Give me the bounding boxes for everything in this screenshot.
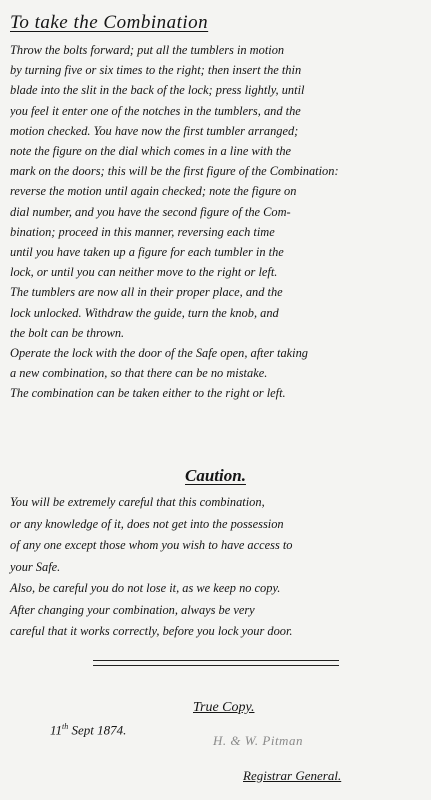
caution-block [10,492,422,643]
caution-line: of any one except those whom you wish to have access to [10,538,293,552]
caution-line: your Safe. [10,559,61,574]
divider-rule [93,665,339,666]
instruction-line: reverse the motion until again checked; note the figure on [10,184,297,199]
instruction-line: lock, or until you can neither move to the right or left. [10,265,278,280]
instructions-block [10,40,422,404]
caution-line: Also, be careful you do not lose it, as we keep no copy. [10,581,281,595]
document-heading: To take the Combination [10,12,209,33]
caution-line: After changing your combination, always be very [10,602,255,617]
caution-heading: Caution. [185,466,246,485]
date-suffix: th [62,722,69,731]
instruction-line: Operate the lock with the door of the Safe open, after taking [10,346,309,361]
registrar-title: Registrar General. [243,768,342,783]
document-date [50,722,126,738]
caution-line: You will be extremely careful that this combination, [10,495,265,509]
caution-line: or any knowledge of it, does not get into the possession [10,516,284,531]
date-day: 11 [50,722,63,738]
instruction-line: dial number, and you have the second figure of the Com- [10,204,291,219]
instruction-line: The tumblers are now all in their proper place, and the [10,285,283,300]
instruction-line: you feel it enter one of the notches in the tumblers, and the [10,103,301,118]
instruction-line: by turning five or six times to the right; then insert the thin [10,63,302,78]
instruction-line: the bolt can be thrown. [10,325,125,340]
instruction-line: bination; proceed in this manner, reversing each time [10,224,275,239]
instruction-line: The combination can be taken either to the right or left. [10,386,286,401]
instruction-line: blade into the slit in the back of the lock; press lightly, until [10,83,305,98]
instruction-line: lock unlocked. Withdraw the guide, turn the knob, and [10,305,279,320]
signature: H. & W. Pitman [213,733,303,748]
instruction-line: note the figure on the dial which comes in a line with the [10,144,292,159]
caution-line: careful that it works correctly, before you lock your door. [10,624,293,638]
instruction-line: motion checked. You have now the first tumbler arranged; [10,123,299,138]
instruction-line: until you have taken up a figure for each tumbler in the [10,245,284,260]
true-copy-label: True Copy. [193,700,255,715]
divider-rule [93,660,339,661]
instruction-line: mark on the doors; this will be the first figure of the Combination: [10,164,339,179]
instruction-line: Throw the bolts forward; put all the tumblers in motion [10,43,285,57]
date-rest: Sept 1874. [68,722,127,738]
instruction-line: a new combination, so that there can be no mistake. [10,366,268,381]
